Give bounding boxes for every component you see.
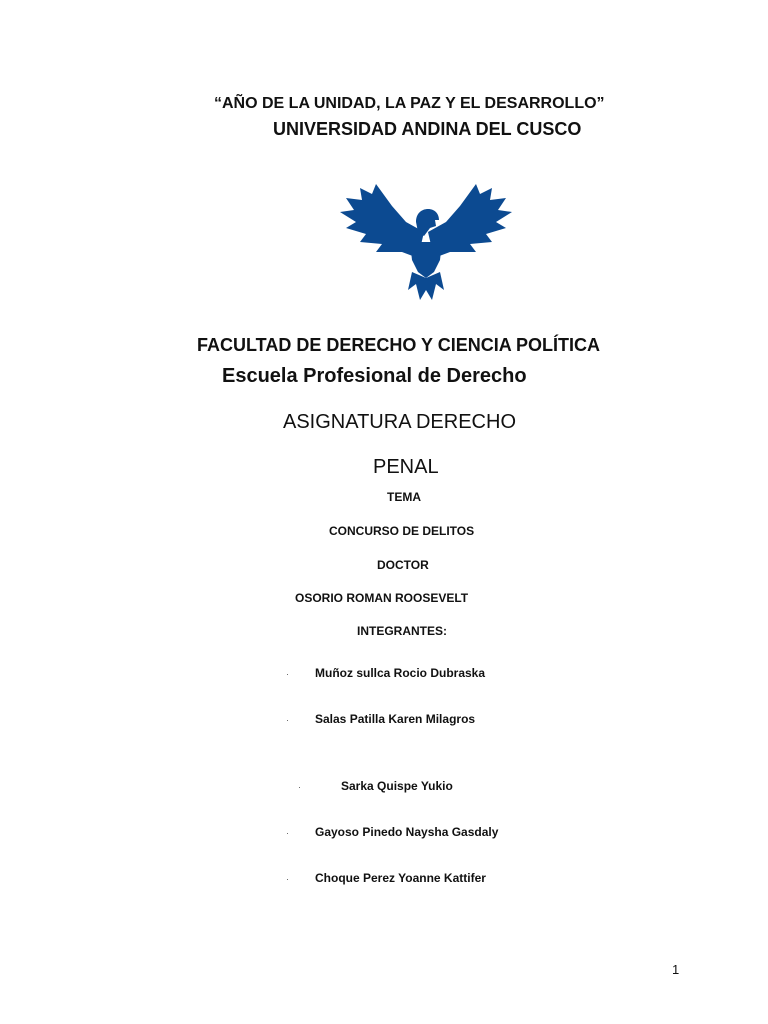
list-bullet: · (298, 782, 301, 792)
faculty-name: FACULTAD DE DERECHO Y CIENCIA POLÍTICA (197, 335, 601, 355)
school-name: Escuela Profesional de Derecho (222, 365, 527, 387)
list-item: Gayoso Pinedo Naysha Gasdaly (315, 825, 499, 839)
list-item: Salas Patilla Karen Milagros (315, 712, 476, 726)
list-bullet: · (286, 828, 289, 838)
members-label: INTEGRANTES: (357, 624, 447, 638)
topic-label: TEMA (387, 490, 421, 504)
page-number: 1 (672, 962, 680, 977)
list-bullet: · (286, 715, 289, 725)
list-item: Choque Perez Yoanne Kattifer (315, 871, 486, 885)
list-item: Muñoz sullca Rocio Dubraska (315, 666, 486, 680)
motto-text: “AÑO DE LA UNIDAD, LA PAZ Y EL DESARROLLO” (214, 95, 605, 112)
list-item: Sarka Quispe Yukio (341, 779, 453, 793)
course-title-line-2: PENAL (373, 456, 439, 478)
eagle-logo-icon (336, 180, 516, 302)
doctor-name: OSORIO ROMAN ROOSEVELT (295, 591, 469, 605)
university-name: UNIVERSIDAD ANDINA DEL CUSCO (273, 119, 582, 139)
topic-value: CONCURSO DE DELITOS (329, 524, 475, 538)
list-bullet: · (286, 669, 289, 679)
list-bullet: · (286, 874, 289, 884)
course-title-line-1: ASIGNATURA DERECHO (283, 411, 516, 433)
doctor-label: DOCTOR (377, 558, 429, 572)
